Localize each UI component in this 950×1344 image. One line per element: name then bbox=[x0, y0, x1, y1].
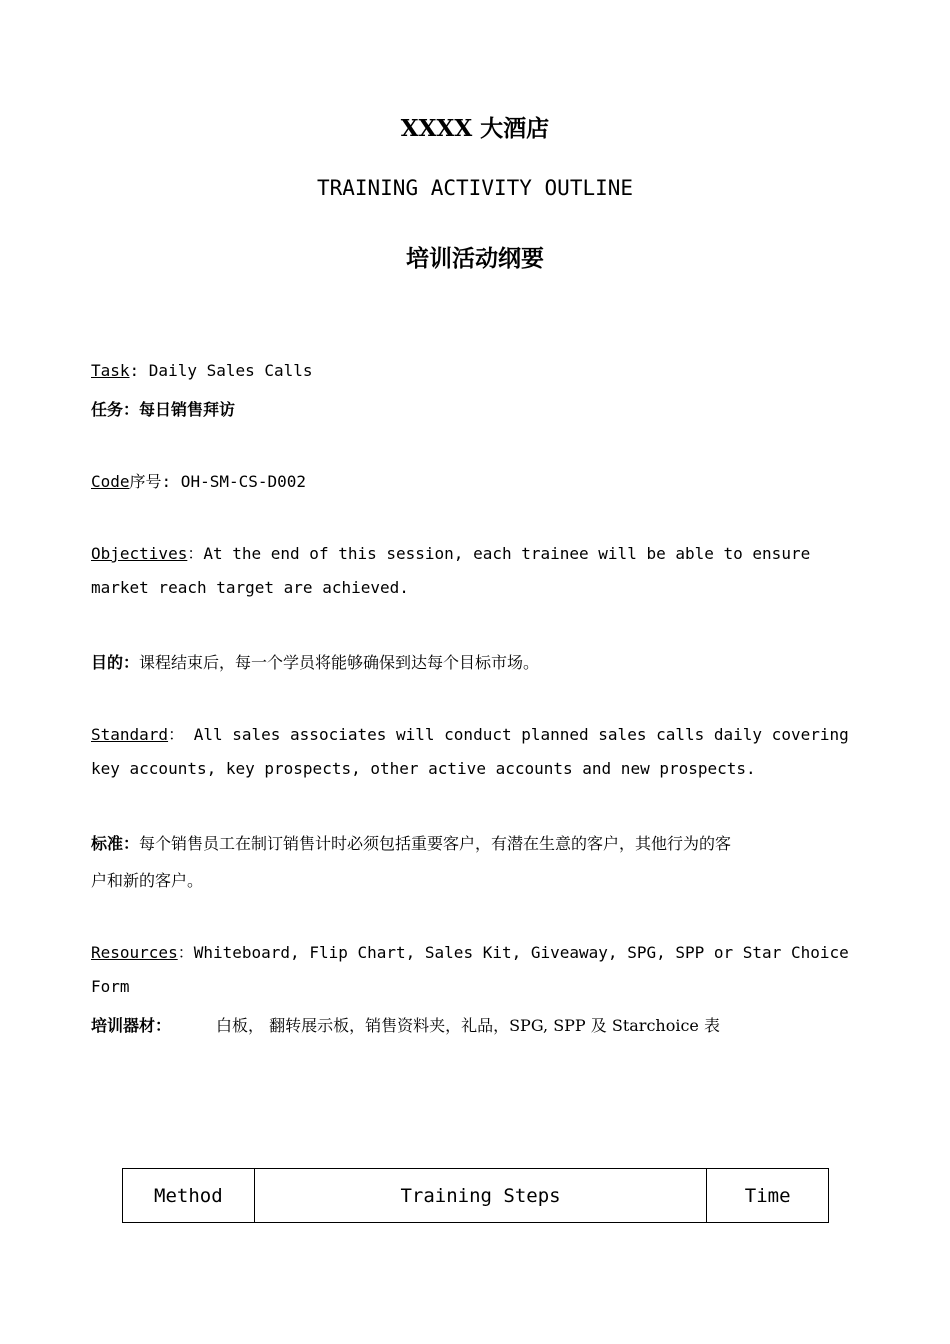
standard-cn-line-1 bbox=[91, 831, 731, 854]
resources-colon: ： bbox=[177, 943, 194, 962]
header-time: Time bbox=[707, 1169, 829, 1223]
resources-text-cn: 白板， 翻转展示板，销售资料夹，礼品，SPG, SPP 及 Starchoice 表 bbox=[216, 1016, 720, 1035]
resources-label: Resources bbox=[91, 943, 178, 962]
standard-label-cn: 标准： bbox=[91, 834, 140, 853]
table-header-row bbox=[123, 1169, 829, 1223]
header-training-steps: Training Steps bbox=[254, 1169, 707, 1223]
task-line-cn: 任务：每日销售拜访 bbox=[91, 400, 236, 419]
objectives-label: Objectives bbox=[91, 544, 188, 563]
objectives-text-cn: 课程结束后，每一个学员将能够确保到达每个目标市场。 bbox=[139, 653, 540, 672]
objectives-line-2: market reach target are achieved. bbox=[91, 578, 409, 597]
training-steps-table bbox=[122, 1168, 829, 1223]
code-label-en: Code bbox=[91, 472, 130, 491]
header-method: Method bbox=[123, 1169, 255, 1223]
resources-cn-line bbox=[91, 1013, 720, 1036]
resources-text-1: Whiteboard, Flip Chart, Sales Kit, Giveaway, SPG, SPP or Star Choice bbox=[193, 943, 849, 962]
outline-title-cn: 培训活动纲要 bbox=[406, 245, 544, 272]
resources-line-2: Form bbox=[91, 977, 130, 996]
hotel-name-title: XXXX 大酒店 bbox=[400, 115, 550, 142]
task-value: : Daily Sales Calls bbox=[129, 361, 313, 380]
code-value: OH-SM-CS-D002 bbox=[171, 472, 307, 491]
resources-label-cn: 培训器材： bbox=[91, 1016, 172, 1035]
objectives-line-1 bbox=[91, 541, 810, 564]
code-line bbox=[91, 469, 306, 492]
standard-colon: ： bbox=[168, 725, 185, 744]
resources-line-1 bbox=[91, 940, 849, 963]
code-label-cn: 序号: bbox=[129, 472, 172, 491]
objectives-text-1: At the end of this session, each trainee will be able to ensure bbox=[203, 544, 811, 563]
standard-text-cn-1: 每个销售员工在制订销售计时必须包括重要客户，有潜在生意的客户，其他行为的客 bbox=[139, 834, 732, 853]
standard-line-2: key accounts, key prospects, other active accounts and new prospects. bbox=[91, 759, 756, 778]
outline-title-en: TRAINING ACTIVITY OUTLINE bbox=[316, 176, 634, 200]
task-label: Task bbox=[91, 361, 130, 380]
standard-label: Standard bbox=[91, 725, 169, 744]
objectives-cn-line bbox=[91, 650, 539, 673]
standard-text-1: All sales associates will conduct planned sales calls daily covering bbox=[184, 725, 849, 744]
task-line-en bbox=[91, 361, 313, 380]
standard-cn-line-2: 户和新的客户。 bbox=[91, 871, 204, 890]
standard-line-1 bbox=[91, 722, 849, 745]
objectives-label-cn: 目的： bbox=[91, 653, 140, 672]
objectives-colon: ： bbox=[187, 544, 204, 563]
